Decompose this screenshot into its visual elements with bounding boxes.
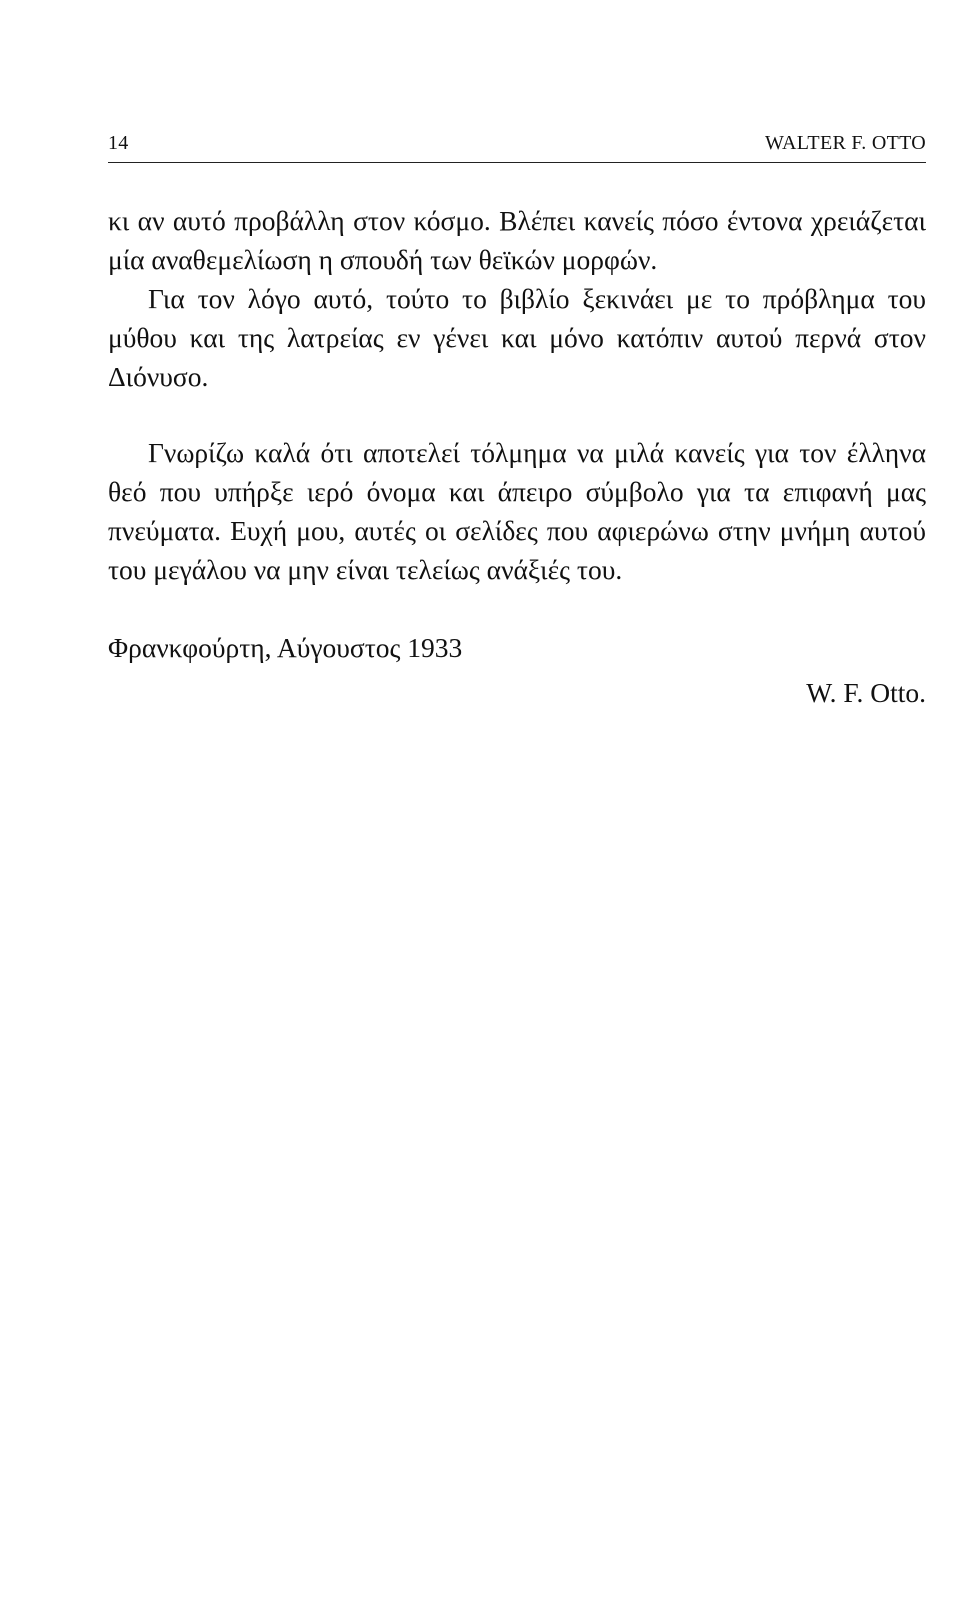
book-page (108, 128, 926, 712)
page-number: 14 (108, 132, 129, 154)
body-text (108, 201, 926, 589)
paragraph-continuation: κι αν αυτό προβάλλη στον κόσμο. Βλέπει κανείς πόσο έντονα χρειάζεται μία αναθεμελίωση η σπουδή των θεϊκών μορφών. (108, 205, 926, 275)
paragraph: Για τον λόγο αυτό, τούτο το βιβλίο ξεκινάει με το πρόβλημα του μύθου και της λατρείας εν γένει και μόνο κατόπιν αυτού περνά στον Διόνυσο. (108, 283, 926, 392)
closing-block (108, 628, 926, 712)
running-head (108, 128, 926, 163)
running-head-author: WALTER F. OTTO (765, 132, 926, 154)
author-signature: W. F. Otto. (806, 677, 926, 708)
place-and-date: Φρανκφούρτη, Αύγουστος 1933 (108, 632, 463, 663)
paragraph: Γνωρίζω καλά ότι αποτελεί τόλμημα να μιλά κανείς για τον έλληνα θεό που υπήρξε ιερό όνομα και άπειρο σύμβολο για τα επιφανή μας πνεύματα. Ευχή μου, αυτές οι σελίδες που αφιερώνω στην μνήμη αυτού του μεγάλου να μην είναι τελείως ανάξιές του. (108, 437, 926, 585)
